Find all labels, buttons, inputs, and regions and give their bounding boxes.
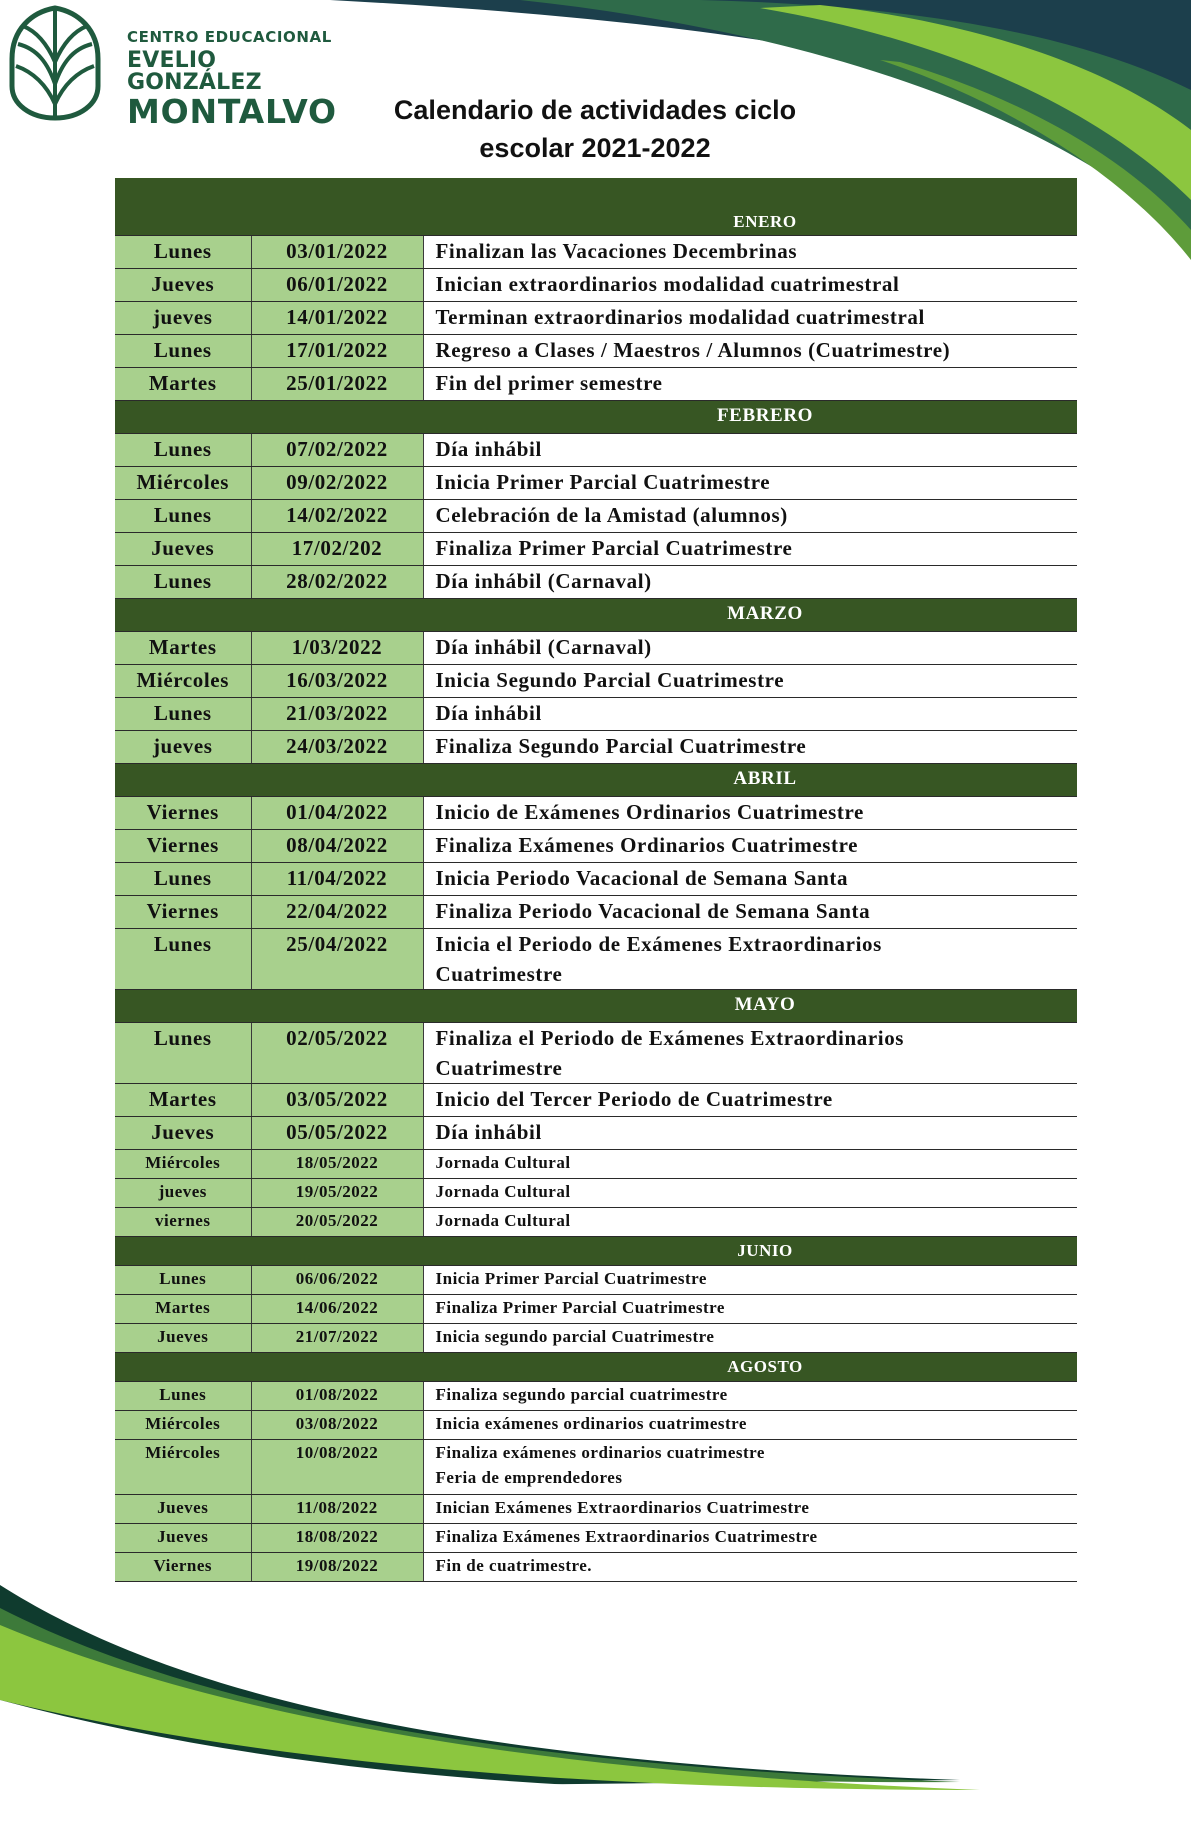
activity-text: Inicia Primer Parcial Cuatrimestre — [435, 1269, 707, 1288]
date-cell: 22/04/2022 — [251, 896, 423, 929]
activity-text: Inicio del Tercer Periodo de Cuatrimestre — [435, 1087, 833, 1111]
date-cell: 25/01/2022 — [251, 368, 423, 401]
activity-text: Terminan extraordinarios modalidad cuatrimestral — [435, 305, 925, 329]
month-header-row — [115, 990, 1077, 1023]
table-row — [115, 731, 1077, 764]
activity-cell — [423, 500, 1077, 533]
month-name: MARZO — [115, 599, 1077, 632]
day-cell: Viernes — [115, 896, 251, 929]
table-row — [115, 1179, 1077, 1208]
activity-text: Inicia el Periodo de Exámenes Extraordinarios — [435, 932, 882, 956]
table-row — [115, 1524, 1077, 1553]
activity-cell — [423, 929, 1077, 990]
date-cell: 18/08/2022 — [251, 1524, 423, 1553]
date-cell: 01/04/2022 — [251, 797, 423, 830]
day-cell: Lunes — [115, 1266, 251, 1295]
date-cell: 06/01/2022 — [251, 269, 423, 302]
activity-text: Finalizan las Vacaciones Decembrinas — [435, 239, 798, 263]
calendar-table — [115, 178, 1077, 1582]
day-cell: Miércoles — [115, 1411, 251, 1440]
day-cell: Miércoles — [115, 665, 251, 698]
month-header-row — [115, 599, 1077, 632]
date-cell: 06/06/2022 — [251, 1266, 423, 1295]
activity-text: Inician Exámenes Extraordinarios Cuatrimestre — [435, 1498, 810, 1517]
table-row — [115, 1150, 1077, 1179]
date-cell: 02/05/2022 — [251, 1023, 423, 1084]
table-row — [115, 896, 1077, 929]
page-title — [330, 91, 860, 167]
table-row — [115, 863, 1077, 896]
date-cell: 08/04/2022 — [251, 830, 423, 863]
day-cell: Viernes — [115, 797, 251, 830]
table-row — [115, 1117, 1077, 1150]
day-cell: Lunes — [115, 500, 251, 533]
day-cell: Lunes — [115, 698, 251, 731]
day-cell: Lunes — [115, 863, 251, 896]
activity-text: Finaliza Periodo Vacacional de Semana Santa — [435, 899, 871, 923]
activity-cell — [423, 698, 1077, 731]
activity-text: Día inhábil — [435, 701, 542, 725]
activity-text: Inicia Primer Parcial Cuatrimestre — [435, 470, 771, 494]
calendar-table-body — [115, 178, 1077, 1582]
date-cell: 19/05/2022 — [251, 1179, 423, 1208]
institution-name-line3: MONTALVO — [127, 92, 337, 131]
activity-cell — [423, 1266, 1077, 1295]
activity-cell — [423, 731, 1077, 764]
day-cell: Miércoles — [115, 1150, 251, 1179]
table-row — [115, 1382, 1077, 1411]
day-cell: Lunes — [115, 236, 251, 269]
day-cell: Jueves — [115, 1495, 251, 1524]
date-cell: 21/07/2022 — [251, 1324, 423, 1353]
day-cell: Miércoles — [115, 467, 251, 500]
activity-text: Finaliza exámenes ordinarios cuatrimestre — [435, 1443, 765, 1462]
table-row — [115, 302, 1077, 335]
date-cell: 03/08/2022 — [251, 1411, 423, 1440]
activity-text: Inicia exámenes ordinarios cuatrimestre — [435, 1414, 747, 1433]
day-cell: Jueves — [115, 533, 251, 566]
activity-cell — [423, 269, 1077, 302]
activity-cell — [423, 1440, 1077, 1495]
day-cell: jueves — [115, 302, 251, 335]
day-cell: jueves — [115, 1179, 251, 1208]
table-row — [115, 1440, 1077, 1495]
page-title-line1: Calendario de actividades ciclo — [393, 95, 797, 125]
date-cell: 05/05/2022 — [251, 1117, 423, 1150]
table-row — [115, 1553, 1077, 1582]
month-header-row — [115, 178, 1077, 236]
activity-cell — [423, 335, 1077, 368]
activity-text: Finaliza Primer Parcial Cuatrimestre — [435, 536, 793, 560]
table-row — [115, 335, 1077, 368]
month-header-row — [115, 764, 1077, 797]
activity-cell — [423, 1208, 1077, 1237]
activity-text: Inicia Segundo Parcial Cuatrimestre — [435, 668, 785, 692]
activity-cell — [423, 1117, 1077, 1150]
activity-cell — [423, 797, 1077, 830]
activity-text: Inicia segundo parcial Cuatrimestre — [435, 1327, 715, 1346]
day-cell: Jueves — [115, 269, 251, 302]
date-cell: 19/08/2022 — [251, 1553, 423, 1582]
activity-cell — [423, 1295, 1077, 1324]
month-header-row — [115, 401, 1077, 434]
date-cell: 21/03/2022 — [251, 698, 423, 731]
day-cell: Lunes — [115, 566, 251, 599]
month-name: MAYO — [115, 990, 1077, 1023]
date-cell: 09/02/2022 — [251, 467, 423, 500]
activity-cell — [423, 896, 1077, 929]
table-row — [115, 929, 1077, 990]
activity-text: Fin del primer semestre — [435, 371, 663, 395]
activity-text: Finaliza Segundo Parcial Cuatrimestre — [435, 734, 807, 758]
activity-cell — [423, 1524, 1077, 1553]
date-cell: 17/01/2022 — [251, 335, 423, 368]
calendar-table-container — [115, 178, 1077, 1582]
month-name: FEBRERO — [115, 401, 1077, 434]
activity-cell — [423, 566, 1077, 599]
activity-text: Finaliza Primer Parcial Cuatrimestre — [435, 1298, 725, 1317]
month-name: ENERO — [115, 178, 1077, 236]
activity-text: Regreso a Clases / Maestros / Alumnos (Cuatrimestre) — [435, 338, 951, 362]
activity-text: Día inhábil (Carnaval) — [435, 569, 652, 593]
table-row — [115, 434, 1077, 467]
date-cell: 03/01/2022 — [251, 236, 423, 269]
table-row — [115, 830, 1077, 863]
table-row — [115, 1023, 1077, 1084]
month-name: ABRIL — [115, 764, 1077, 797]
date-cell: 11/04/2022 — [251, 863, 423, 896]
day-cell: Martes — [115, 1084, 251, 1117]
day-cell: viernes — [115, 1208, 251, 1237]
day-cell: Miércoles — [115, 1440, 251, 1495]
activity-cell — [423, 1553, 1077, 1582]
activity-text: Día inhábil — [435, 1120, 542, 1144]
month-header-row — [115, 1237, 1077, 1266]
day-cell: Martes — [115, 1295, 251, 1324]
day-cell: Lunes — [115, 335, 251, 368]
activity-cell — [423, 665, 1077, 698]
table-row — [115, 1324, 1077, 1353]
activity-cell — [423, 1324, 1077, 1353]
date-cell: 28/02/2022 — [251, 566, 423, 599]
month-header-row — [115, 1353, 1077, 1382]
activity-cell — [423, 1084, 1077, 1117]
table-row — [115, 467, 1077, 500]
institution-name — [127, 28, 337, 131]
activity-text: Día inhábil — [435, 437, 542, 461]
table-row — [115, 698, 1077, 731]
day-cell: Lunes — [115, 929, 251, 990]
activity-text: Fin de cuatrimestre. — [435, 1556, 593, 1575]
activity-cell — [423, 368, 1077, 401]
table-row — [115, 1295, 1077, 1324]
activity-cell — [423, 467, 1077, 500]
day-cell: Jueves — [115, 1524, 251, 1553]
activity-text: Día inhábil (Carnaval) — [435, 635, 652, 659]
table-row — [115, 797, 1077, 830]
date-cell: 25/04/2022 — [251, 929, 423, 990]
activity-text: Inicia Periodo Vacacional de Semana Santa — [435, 866, 849, 890]
activity-cell — [423, 236, 1077, 269]
date-cell: 10/08/2022 — [251, 1440, 423, 1495]
day-cell: Lunes — [115, 1023, 251, 1084]
activity-cell — [423, 863, 1077, 896]
activity-text: Jornada Cultural — [435, 1211, 571, 1230]
institution-logo — [4, 4, 337, 131]
date-cell: 07/02/2022 — [251, 434, 423, 467]
date-cell: 03/05/2022 — [251, 1084, 423, 1117]
day-cell: Viernes — [115, 1553, 251, 1582]
activity-cell — [423, 1495, 1077, 1524]
month-name: JUNIO — [115, 1237, 1077, 1266]
activity-text: Cuatrimestre — [435, 1056, 563, 1080]
date-cell: 14/02/2022 — [251, 500, 423, 533]
institution-name-line1: CENTRO EDUCACIONAL — [127, 28, 332, 46]
activity-text: Finaliza segundo parcial cuatrimestre — [435, 1385, 728, 1404]
table-row — [115, 566, 1077, 599]
day-cell: Viernes — [115, 830, 251, 863]
activity-text: Jornada Cultural — [435, 1153, 571, 1172]
date-cell: 01/08/2022 — [251, 1382, 423, 1411]
institution-name-line2: EVELIO GONZÁLEZ — [127, 48, 262, 95]
date-cell: 20/05/2022 — [251, 1208, 423, 1237]
day-cell: Martes — [115, 368, 251, 401]
date-cell: 17/02/202 — [251, 533, 423, 566]
table-row — [115, 665, 1077, 698]
activity-text: Feria de emprendedores — [435, 1468, 623, 1487]
activity-cell — [423, 1382, 1077, 1411]
day-cell: Jueves — [115, 1324, 251, 1353]
day-cell: Lunes — [115, 434, 251, 467]
activity-text: Celebración de la Amistad (alumnos) — [435, 503, 788, 527]
day-cell: Jueves — [115, 1117, 251, 1150]
date-cell: 24/03/2022 — [251, 731, 423, 764]
activity-cell — [423, 1411, 1077, 1440]
day-cell: jueves — [115, 731, 251, 764]
activity-text: Jornada Cultural — [435, 1182, 571, 1201]
date-cell: 16/03/2022 — [251, 665, 423, 698]
date-cell: 14/06/2022 — [251, 1295, 423, 1324]
table-row — [115, 1495, 1077, 1524]
table-row — [115, 1411, 1077, 1440]
table-row — [115, 1208, 1077, 1237]
activity-cell — [423, 1023, 1077, 1084]
table-row — [115, 269, 1077, 302]
month-name: AGOSTO — [115, 1353, 1077, 1382]
date-cell: 18/05/2022 — [251, 1150, 423, 1179]
table-row — [115, 368, 1077, 401]
activity-cell — [423, 302, 1077, 335]
activity-cell — [423, 830, 1077, 863]
table-row — [115, 533, 1077, 566]
activity-cell — [423, 632, 1077, 665]
activity-text: Cuatrimestre — [435, 962, 563, 986]
table-row — [115, 1084, 1077, 1117]
table-row — [115, 632, 1077, 665]
day-cell: Martes — [115, 632, 251, 665]
activity-cell — [423, 1179, 1077, 1208]
table-row — [115, 1266, 1077, 1295]
date-cell: 1/03/2022 — [251, 632, 423, 665]
page-title-line2: escolar 2021-2022 — [479, 133, 711, 163]
activity-text: Finaliza el Periodo de Exámenes Extraordinarios — [435, 1026, 905, 1050]
table-row — [115, 236, 1077, 269]
activity-cell — [423, 434, 1077, 467]
activity-text: Finaliza Exámenes Extraordinarios Cuatrimestre — [435, 1527, 818, 1546]
activity-text: Finaliza Exámenes Ordinarios Cuatrimestre — [435, 833, 859, 857]
date-cell: 11/08/2022 — [251, 1495, 423, 1524]
day-cell: Lunes — [115, 1382, 251, 1411]
activity-cell — [423, 1150, 1077, 1179]
activity-text: Inician extraordinarios modalidad cuatrimestral — [435, 272, 900, 296]
date-cell: 14/01/2022 — [251, 302, 423, 335]
activity-cell — [423, 533, 1077, 566]
table-row — [115, 500, 1077, 533]
leaf-shield-icon — [8, 4, 103, 122]
activity-text: Inicio de Exámenes Ordinarios Cuatrimestre — [435, 800, 864, 824]
